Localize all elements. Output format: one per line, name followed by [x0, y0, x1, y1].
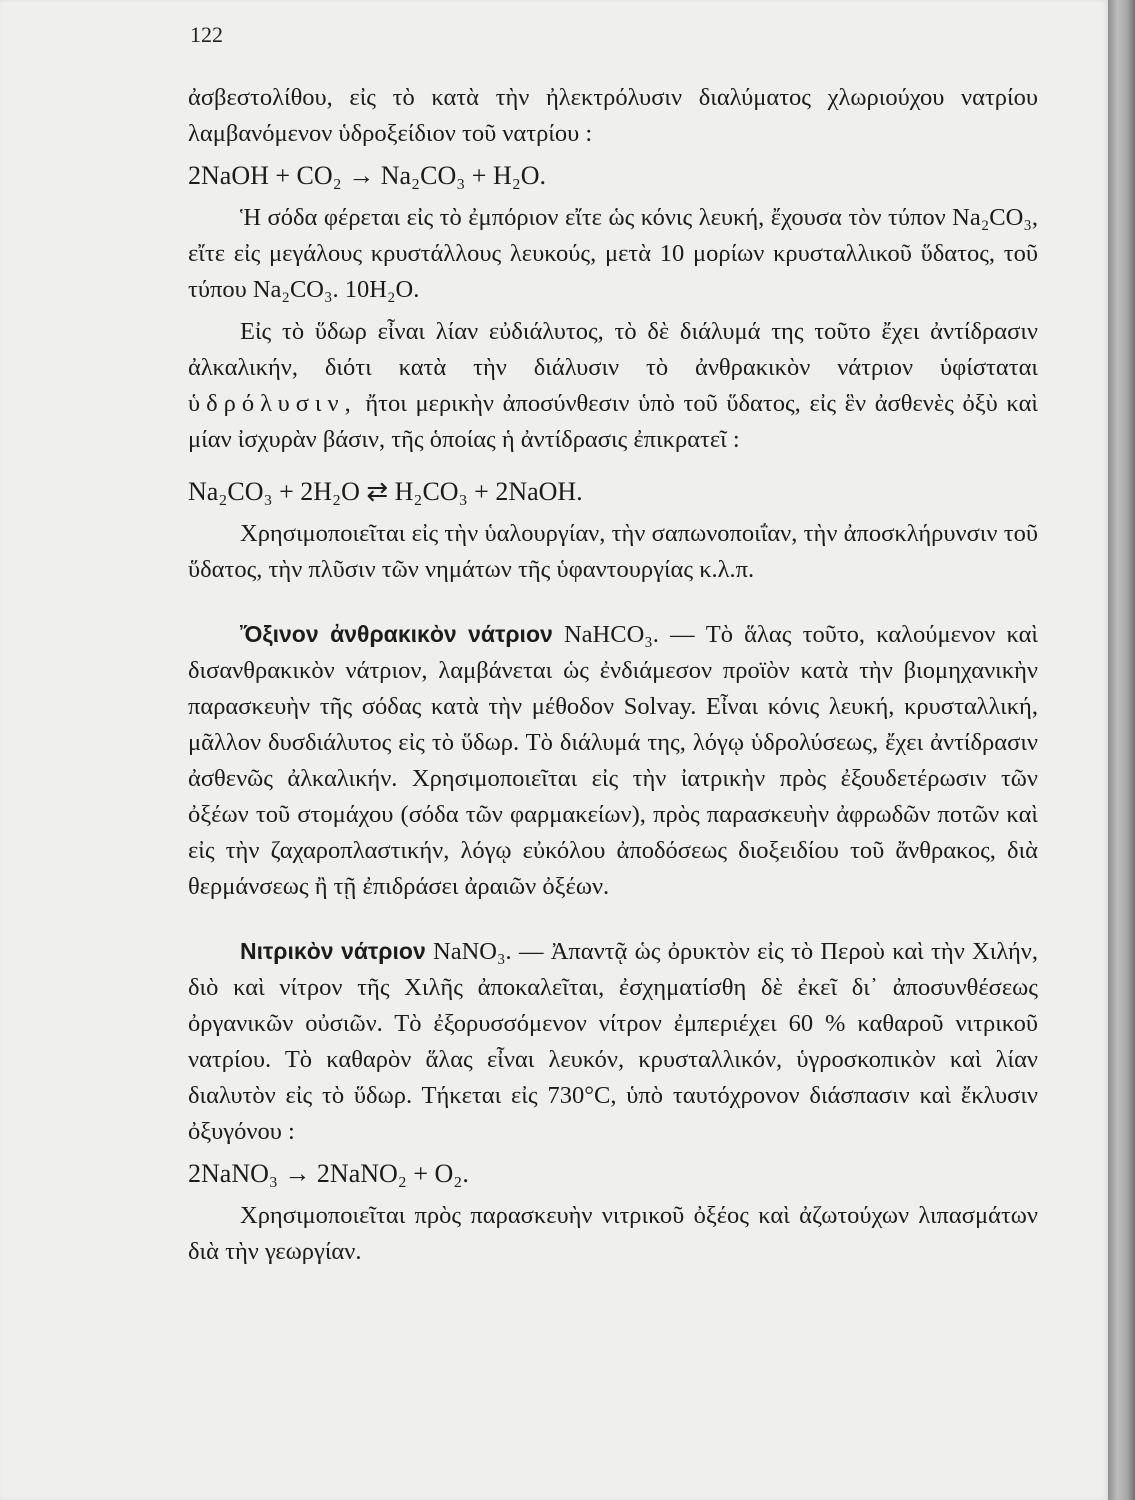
- paragraph-hydrolysis: [188, 314, 1038, 458]
- text-sodium-nitrate: — Ἀπαντᾷ ὡς ὀρυκτὸν εἰς τὸ Περοὺ καὶ τὴν Χιλήν, διὸ καὶ νίτρον τῆς Χιλῆς ἀποκαλεῖται, ἐσχηματίσθη δὲ ἐκεῖ δι᾽ ἀποσυνθέσεως ὀργανικῶν οὐσιῶν. Τὸ ἐξορυσσόμενον νίτρον ἐμπεριέχει 60 % καθαροῦ νιτρικοῦ νατρίου. Τὸ καθαρὸν ἅλας εἶναι λευκόν, κρυσταλλικόν, ὑγροσκοπικὸν καὶ λίαν διαλυτὸν εἰς τὸ ὕδωρ. Τήκεται εἰς 730°C, ὑπὸ ταυτόχρονον διάσπασιν καὶ ἔκλυσιν ὀξυγόνου :: [188, 938, 1039, 1145]
- paragraph-intro: ἀσβεστολίθου, εἰς τὸ κατὰ τὴν ἠλεκτρόλυσιν διαλύματος χλωριούχου νατρίου λαμβανόμενον ὑδροξείδιον τοῦ νατρίου :: [188, 84, 1038, 147]
- hydrolysis-term: ὑδρόλυσιν,: [188, 390, 357, 417]
- section-sodium-bicarbonate: [188, 616, 1038, 905]
- heading-sodium-bicarbonate: Ὄξινον ἀνθρακικὸν νάτριον: [240, 621, 553, 647]
- hydrolysis-text-b: ἤτοι μερικὴν ἀποσύνθεσιν ὑπὸ τοῦ ὕδατος, εἰς ἓν ἀσθενὲς ὀξὺ καὶ μίαν ἰσχυρὰν βάσιν, τῆς ὁποίας ἡ ἀντίδρασις ἐπικρατεῖ :: [188, 390, 1038, 453]
- paragraph-nitrate-uses: Χρησιμοποιεῖται πρὸς παρασκευὴν νιτρικοῦ ὀξέος καὶ ἀζωτούχων λιπασμάτων διὰ τὴν γεωργίαν.: [188, 1202, 1038, 1265]
- heading-sodium-nitrate: Νιτρικὸν νάτριον: [240, 938, 426, 964]
- formula-sodium-nitrate: NaNO₃.: [433, 938, 512, 965]
- text-sodium-bicarbonate: — Τὸ ἅλας τοῦτο, καλούμενον καὶ δισανθρακικὸν νάτριον, λαμβάνεται ὡς ἐνδιάμεσον προϊὸν κατὰ τὴν βιομηχανικὴν παρασκευὴν τῆς σόδας κατὰ τὴν μέθοδον Solvay. Εἶναι κόνις λευκή, κρυσταλλική, μᾶλλον δυσδιάλυτος εἰς τὸ ὕδωρ. Τὸ διάλυμά της, λόγῳ ὑδρολύσεως, ἔχει ἀντίδρασιν ἀσθενῶς ἀλκαλικήν. Χρησιμοποιεῖται εἰς τὴν ἰατρικὴν πρὸς ἐξουδετέρωσιν τῶν ὀξέων τοῦ στομάχου (σόδα τῶν φαρμακείων), πρὸς παρασκευὴν ἀφρωδῶν ποτῶν καὶ εἰς τὴν ζαχαροπλαστικήν, λόγῳ εὐκόλου ἀποδόσεως διοξειδίου τοῦ ἄνθρακος, διὰ θερμάνσεως ἢ τῇ ἐπιδράσει ἀραιῶν ὀξέων.: [188, 621, 1038, 900]
- formula-sodium-bicarbonate: NaHCO₃.: [563, 621, 659, 648]
- equation-hydrolysis: Na₂CO₃ + 2H₂O ⇄ H₂CO₃ + 2NaOH.: [188, 477, 583, 506]
- section-sodium-nitrate: [188, 933, 1038, 1150]
- page-number: 122: [190, 22, 223, 47]
- hydrolysis-text-a: Εἰς τὸ ὕδωρ εἶναι λίαν εὐδιάλυτος, τὸ δὲ διάλυμά της τοῦτο ἔχει ἀντίδρασιν ἀλκαλικήν, διότι κατὰ τὴν διάλυσιν τὸ ἀνθρακικὸν νάτριον ὑφίσταται: [188, 318, 1038, 381]
- paragraph-soda-forms: Ἡ σόδα φέρεται εἰς τὸ ἐμπόριον εἴτε ὡς κόνις λευκή, ἔχουσα τὸν τύπον Na₂CO₃, εἴτε εἰς μεγάλους κρυστάλλους λευκούς, μετὰ 10 μορίων κρυσταλλικοῦ ὕδατος, τοῦ τύπου Na₂CO₃. 10H₂O.: [188, 204, 1038, 303]
- page-body: [188, 80, 1038, 1270]
- paragraph-soda-uses: Χρησιμοποιεῖται εἰς τὴν ὑαλουργίαν, τὴν σαπωνοποιΐαν, τὴν ἀποσκλήρυνσιν τοῦ ὕδατος, τὴν πλῦσιν τῶν νημάτων τῆς ὑφαντουργίας κ.λ.π.: [188, 520, 1038, 583]
- page-edge: [1108, 0, 1135, 1500]
- equation-nitrate-decomposition: 2NaNO₃ → 2NaNO₂ + O₂.: [188, 1159, 469, 1188]
- equation-soda-formation: 2NaOH + CO₂ → Na₂CO₃ + H₂O.: [188, 161, 547, 190]
